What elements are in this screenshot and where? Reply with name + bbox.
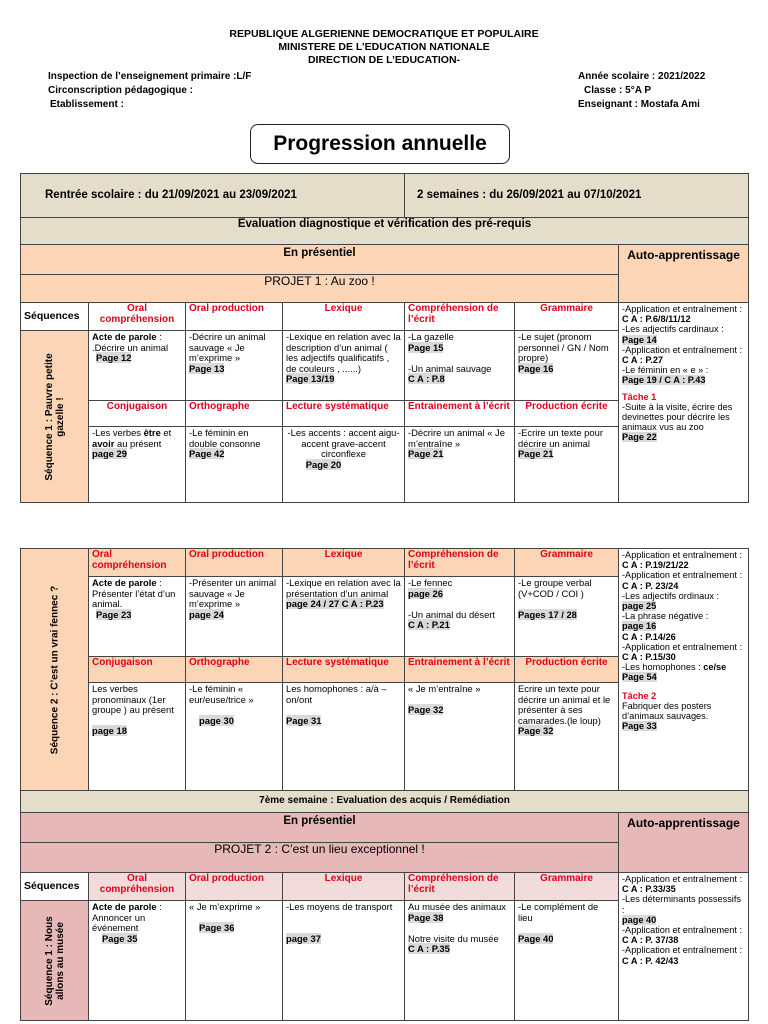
- lexique-text: -Les moyens de transport: [286, 901, 393, 912]
- grammaire-text: -Le complément de lieu: [518, 901, 599, 923]
- cell-comprehension-ecrit: [405, 331, 515, 401]
- auto-text: -Application et entraînement :: [622, 641, 743, 652]
- header-comprehension-ecrit: Compréhension de l’écrit: [405, 303, 515, 331]
- page-ref: Page 32: [408, 704, 444, 716]
- header-production-ecrite: Production écrite: [515, 657, 619, 683]
- ee-text: -Décrire un animal « Je m’entraîne »: [408, 427, 505, 449]
- cell-lecture-systematique: [283, 427, 405, 503]
- page-ref: Page 35: [102, 932, 138, 944]
- header-lecture-systematique: Lecture systématique: [283, 657, 405, 683]
- header-line-3: DIRECTION DE L’EDUCATION-: [307, 54, 461, 66]
- acte-de-parole: Acte de parole: [92, 901, 157, 912]
- sequence-1-cell: [21, 331, 89, 503]
- cell-entrainement-ecrit: [405, 427, 515, 503]
- page-ref: page 18: [92, 725, 127, 737]
- meta-inspection: Inspection de l’enseignement primaire :L/F: [48, 71, 252, 82]
- sequence-3-title: Séquence 1 : Nous allons au musée: [43, 915, 66, 1006]
- ce-text: -Un animal sauvage: [408, 362, 492, 374]
- page-ref: page 24: [189, 608, 224, 620]
- page-ref: Page 21: [518, 448, 554, 460]
- page-ref: Page 31: [286, 714, 322, 726]
- auto-text: -Les homophones :: [622, 662, 704, 673]
- cell-comprehension-ecrit: [405, 901, 515, 1021]
- auto-ref: C A : P.19/21/22: [622, 560, 689, 571]
- page-ref: Page 21: [408, 448, 444, 460]
- auto-ref: page 40: [622, 914, 657, 925]
- auto-text: -Application et entraînement :: [622, 550, 743, 560]
- cell-conjugaison: [89, 683, 186, 791]
- progression-table-1: [20, 173, 749, 503]
- ce-text: -La gazelle: [408, 331, 454, 342]
- conj-text: et: [160, 427, 172, 438]
- oral-c-text: : Présenter l’état d’un animal.: [92, 577, 176, 610]
- header-entrainement-ecrit: Entrainement à l’écrit: [405, 657, 515, 683]
- en-presentiel-2: En présentiel: [21, 813, 619, 843]
- cell-oral-comprehension: [89, 577, 186, 657]
- ee-text: « Je m’entraîne »: [408, 683, 481, 694]
- page-ref: page 24 / 27 C A : P.23: [286, 598, 384, 610]
- page-ref: C A : P.35: [408, 943, 450, 955]
- cell-grammaire: [515, 331, 619, 401]
- ce-text: -Le fennec: [408, 577, 453, 588]
- header-line-1: REPUBLIQUE ALGERIENNE DEMOCRATIQUE ET POPULAIRE: [229, 28, 539, 40]
- header-conjugaison: Conjugaison: [89, 657, 186, 683]
- auto-ref: C A : P. 42/43: [622, 955, 679, 966]
- page-ref: page 26: [408, 587, 443, 599]
- page-ref: Page 15: [408, 341, 444, 353]
- header-lexique: Lexique: [283, 549, 405, 577]
- ce-text: Au musée des animaux: [408, 901, 506, 912]
- rentree-text: Rentrée scolaire : du 21/09/2021 au 23/09/2021: [45, 189, 297, 202]
- cell-lexique: [283, 577, 405, 657]
- projet-2: PROJET 2 : C’est un lieu exceptionnel !: [21, 843, 619, 873]
- auto-ref: C A : P.15/30: [622, 652, 676, 663]
- page-ref: Pages 17 / 28: [518, 608, 577, 620]
- orth-text: -Le féminin « eur/euse/trice »: [189, 683, 254, 705]
- auto-ref: page 25: [622, 601, 657, 612]
- header-orthographe: Orthographe: [186, 401, 283, 427]
- auto-col-3: [619, 873, 749, 1021]
- meta-left: [48, 70, 251, 112]
- cell-orthographe: [186, 683, 283, 791]
- en-presentiel: En présentiel: [21, 245, 619, 275]
- page-ref: Page 23: [96, 608, 132, 620]
- evaluation-row: Evaluation diagnostique et vérification des pré-requis: [21, 218, 749, 245]
- page-ref: C A : P.8: [408, 373, 445, 385]
- conj-text: Les verbes pronominaux (1er groupe ) au présent: [92, 683, 174, 716]
- page-ref: page 29: [92, 448, 127, 460]
- cell-entrainement-ecrit: [405, 683, 515, 791]
- auto-ref: ce/se: [703, 662, 727, 673]
- auto-ref: Page 14: [622, 334, 657, 345]
- header-oral-production: Oral production: [186, 549, 283, 577]
- auto-ref: C A : P.27: [622, 355, 664, 366]
- auto-text: -La phrase négative :: [622, 611, 709, 622]
- acte-de-parole: Acte de parole: [92, 577, 157, 588]
- cell-lexique: [283, 901, 405, 1021]
- oral-p-text: -Présenter un animal sauvage « Je m’exprime »: [189, 577, 277, 610]
- auto-ref: C A : P. 37/38: [622, 935, 679, 946]
- page-ref: Page 42: [189, 448, 225, 460]
- lexique-text: -Lexique en relation avec la présentation d’un animal: [286, 577, 401, 599]
- auto-text: -Application et entraînement :: [622, 945, 743, 956]
- oral-c-text: : Annoncer un événement: [92, 901, 162, 934]
- page-ref: C A : P.21: [408, 619, 450, 631]
- oral-p-text: « Je m’exprime »: [189, 901, 261, 912]
- header-orthographe: Orthographe: [186, 657, 283, 683]
- oral-c-text: : .Décrire un animal: [92, 331, 169, 353]
- auto-text: -Application et entraînement :: [622, 570, 743, 581]
- cell-grammaire: [515, 901, 619, 1021]
- page-title: Progression annuelle: [250, 124, 510, 164]
- cell-production-ecrite: [515, 427, 619, 503]
- header-lexique: Lexique: [283, 873, 405, 901]
- cell-oral-production: [186, 331, 283, 401]
- header-oral-production: Oral production: [186, 873, 283, 901]
- page-ref: Page 20: [305, 458, 342, 470]
- tache-2-label: Tâche 2: [622, 690, 657, 701]
- header-entrainement-ecrit: Entrainement à l’écrit: [405, 401, 515, 427]
- meta-enseignant: Enseignant : Mostafa Ami: [578, 99, 700, 110]
- ce-text: -Un animal du désert: [408, 608, 496, 620]
- ls-text: Les homophones : a/à – on/ont: [286, 683, 387, 705]
- auto-apprentissage-2: Auto-apprentissage: [619, 813, 749, 873]
- page-ref: page 37: [286, 932, 321, 944]
- projet-1: PROJET 1 : Au zoo !: [21, 275, 619, 303]
- auto-ref: C A : P.14/26: [622, 631, 676, 642]
- header-production-ecrite: Production écrite: [515, 401, 619, 427]
- header-conjugaison: Conjugaison: [89, 401, 186, 427]
- conj-bold: être: [143, 427, 161, 438]
- pe-text: -Ecrire un texte pour décrire un animal: [518, 427, 603, 449]
- tache-1-text: -Suite à la visite, écrire des devinettes pour décrire les animaux vus au zoo: [622, 401, 733, 433]
- orth-text: -Le féminin en double consonne: [189, 427, 261, 449]
- rentree-cell: [21, 174, 405, 218]
- header-oral-comprehension: Oral compréhension: [89, 873, 186, 901]
- semaines-text: 2 semaines : du 26/09/2021 au 07/10/2021: [417, 189, 642, 202]
- auto-ref: C A : P. 23/24: [622, 580, 679, 591]
- acte-de-parole: Acte de parole: [92, 331, 157, 342]
- meta-etablissement: Etablissement :: [50, 99, 124, 110]
- cell-production-ecrite: [515, 683, 619, 791]
- cell-conjugaison: [89, 427, 186, 503]
- page-ref: Page 40: [518, 932, 554, 944]
- conj-text: -Les verbes: [92, 427, 144, 438]
- auto-ref: page 16: [622, 621, 657, 632]
- lexique-text: -Lexique en relation avec la description d’un animal ( les adjectifs qualificatifs , de couleurs , ......): [286, 331, 401, 374]
- page-ref: Page 32: [518, 725, 554, 737]
- cell-lecture-systematique: [283, 683, 405, 791]
- conj-bold: avoir: [92, 437, 115, 449]
- header-line-2: MINISTERE DE L’EDUCATION NATIONALE: [278, 41, 490, 53]
- cell-grammaire: [515, 577, 619, 657]
- semaines-cell: [405, 174, 749, 218]
- header-lecture-systematique: Lecture systématique: [283, 401, 405, 427]
- cell-orthographe: [186, 427, 283, 503]
- meta-right: [578, 70, 705, 112]
- auto-col-2: [619, 549, 749, 791]
- header-comprehension-ecrit: Compréhension de l’écrit: [405, 873, 515, 901]
- sequence-2-cell: [21, 549, 89, 791]
- auto-text: -Le féminin en « e » :: [622, 365, 709, 376]
- ce-text: Notre visite du musée: [408, 932, 499, 944]
- auto-ref: Page 54: [622, 672, 657, 683]
- auto-text: -Application et entraînement :: [622, 304, 743, 314]
- auto-ref: C A : P.33/35: [622, 884, 676, 895]
- header-grammaire: Grammaire: [515, 303, 619, 331]
- auto-apprentissage: Auto-apprentissage: [619, 245, 749, 303]
- meta-circonscription: Circonscription pédagogique :: [48, 85, 194, 96]
- page-ref: Page 13/19: [286, 373, 335, 385]
- grammaire-text: -Le sujet (pronom personnel / GN / Nom propre): [518, 331, 609, 364]
- meta-classe: Classe : 5°A P: [584, 85, 651, 96]
- header-comprehension-ecrit: Compréhension de l’écrit: [405, 549, 515, 577]
- cell-comprehension-ecrit: [405, 577, 515, 657]
- ls-text: -Les accents : accent aigu-accent grave-accent circonflexe: [287, 427, 400, 460]
- sequence-3-cell: [21, 901, 89, 1021]
- auto-text: -Les déterminants possessifs :: [622, 894, 741, 915]
- progression-table-2: [20, 548, 749, 1021]
- auto-ref: C A : P.6/8/11/12: [622, 314, 691, 325]
- tache-2-text: Fabriquer des posters d’animaux sauvages.: [622, 700, 712, 722]
- header-grammaire: Grammaire: [515, 873, 619, 901]
- oral-p-text: -Décrire un animal sauvage « Je m’exprime »: [189, 331, 266, 364]
- auto-text: -Les adjectifs ordinaux :: [622, 590, 720, 601]
- cell-oral-comprehension: [89, 901, 186, 1021]
- auto-text: -Les adjectifs cardinaux :: [622, 324, 724, 335]
- header-oral-production: Oral production: [186, 303, 283, 331]
- page-ref: Page 36: [199, 922, 235, 934]
- auto-col-1: [619, 303, 749, 503]
- sequence-2-title: Séquence 2 : C’est un vrai fennec ?: [49, 585, 60, 754]
- tache-1-page: Page 22: [622, 432, 657, 443]
- semaine-7-row: 7ème semaine : Evaluation des acquis / Remédiation: [21, 791, 749, 813]
- page-ref: Page 13: [189, 362, 225, 374]
- page-ref: Page 38: [408, 911, 444, 923]
- conj-text: au présent: [114, 437, 162, 449]
- auto-text: -Application et entraînement :: [622, 874, 743, 884]
- pe-text: Ecrire un texte pour décrire un animal et le présenter à ses camarades.(le loup): [518, 683, 611, 726]
- header-grammaire: Grammaire: [515, 549, 619, 577]
- header-lexique: Lexique: [283, 303, 405, 331]
- header-oral-comprehension: Oral compréhension: [89, 303, 186, 331]
- cell-oral-production: [186, 577, 283, 657]
- tache-2-page: Page 33: [622, 721, 657, 732]
- sequences-label: Séquences: [21, 303, 89, 331]
- auto-text: -Application et entraînement :: [622, 344, 743, 355]
- page-ref: Page 16: [518, 362, 554, 374]
- sequences-label-2: Séquences: [21, 873, 89, 901]
- cell-lexique: [283, 331, 405, 401]
- tache-1-label: Tâche 1: [622, 391, 657, 402]
- page-ref: Page 12: [96, 352, 132, 364]
- cell-oral-comprehension: [89, 331, 186, 401]
- header-oral-comprehension: Oral compréhension: [89, 549, 186, 577]
- auto-text: -Application et entraînement :: [622, 925, 743, 936]
- sequence-1-title: Séquence 1 : Pauvre petite gazelle !: [43, 352, 66, 481]
- auto-ref: Page 19 / C A : P.43: [622, 375, 706, 386]
- cell-oral-production: [186, 901, 283, 1021]
- meta-annee: Année scolaire : 2021/2022: [578, 71, 706, 82]
- grammaire-text: -Le groupe verbal (V+COD / COI ): [518, 577, 592, 599]
- page-ref: page 30: [199, 714, 234, 726]
